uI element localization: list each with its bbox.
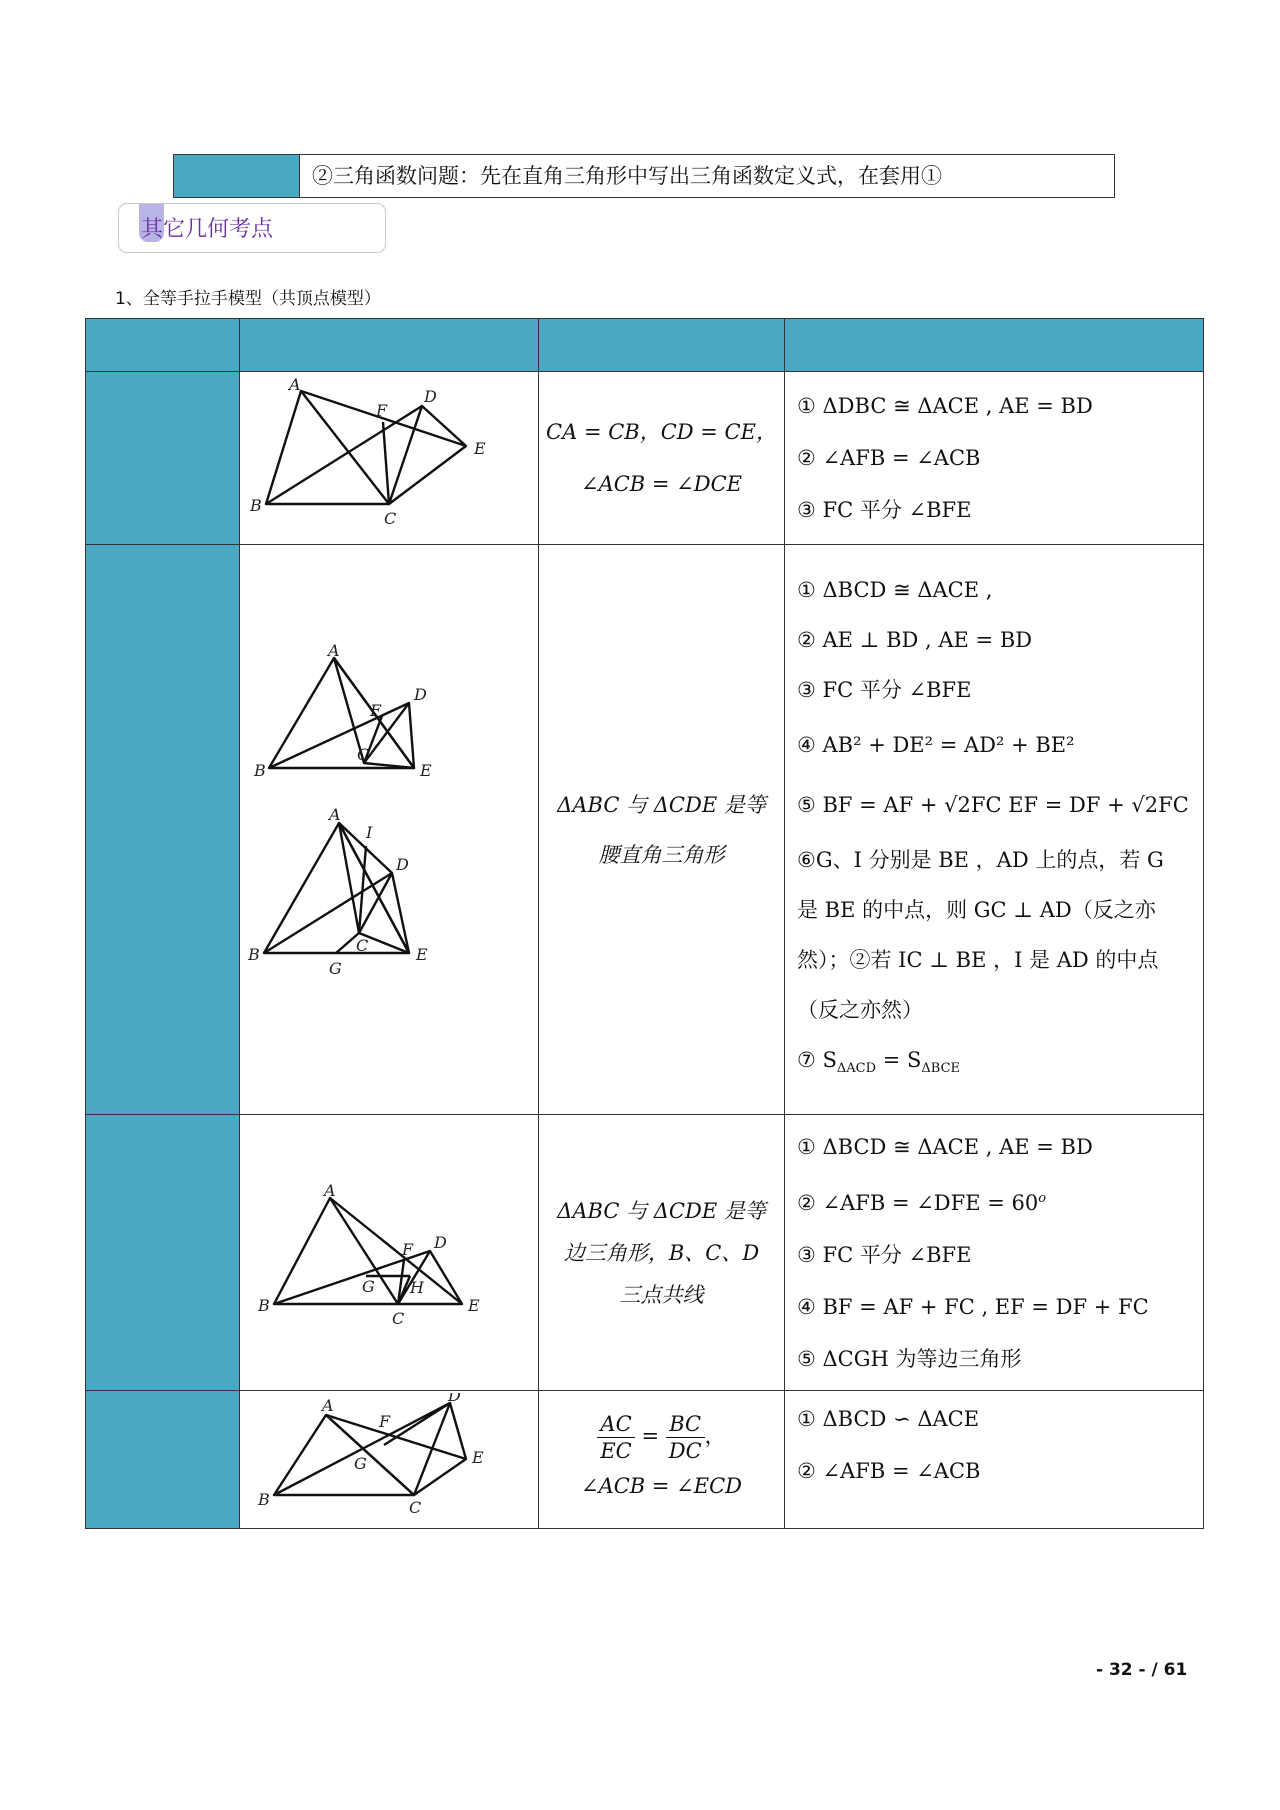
condition-fraction-line (539, 1411, 784, 1464)
label-c: C (392, 1308, 405, 1328)
label-f: F (379, 1411, 391, 1431)
label-f: F (370, 700, 382, 720)
condition-line: 三点共线 (619, 1282, 704, 1307)
conclusion-line: ⑤ BF = AF + √2FC EF = DF + √2FC (797, 792, 1189, 817)
label-c: C (384, 509, 397, 528)
side-cell (86, 1115, 240, 1391)
condition-line: ∠ACB = ∠DCE (580, 472, 743, 496)
comma: ， (704, 1424, 726, 1448)
figure-3 (244, 1166, 534, 1336)
conclusion-cell (785, 1391, 1204, 1529)
conclusion-cell (785, 372, 1204, 545)
triangle-abc (266, 391, 389, 504)
figure-cell (240, 372, 539, 545)
conclusion-line: ⑤ ΔCGH 为等边三角形 (797, 1346, 1022, 1371)
section-tab (118, 203, 386, 253)
label-d: D (424, 387, 437, 406)
area-formula-s2: = S (876, 1047, 922, 1072)
label-d: D (434, 1232, 447, 1252)
side-cell (86, 372, 240, 545)
conclusion-line: ③ FC 平分 ∠BFE (797, 677, 972, 702)
table-row (86, 545, 1204, 1115)
label-a: A (289, 376, 301, 394)
label-b: B (248, 944, 260, 964)
segment-ac (326, 1415, 414, 1495)
area-formula-s1: ⑦ S (797, 1047, 837, 1072)
label-d: D (396, 854, 409, 874)
label-b: B (250, 496, 262, 515)
label-a: A (324, 1180, 336, 1200)
table-row (86, 1391, 1204, 1529)
numerator: AC (597, 1411, 634, 1438)
conclusion-line: 是 BE 的中点，则 GC ⊥ AD（反之亦 (797, 897, 1156, 922)
conclusion-line (797, 1173, 1191, 1229)
header-cell (240, 319, 539, 372)
condition-cell (539, 372, 785, 545)
condition-line: ΔABC 与 ΔCDE 是等 (557, 792, 766, 817)
conclusion-line: ① ΔBCD ≅ ΔACE , (797, 577, 993, 602)
label-e: E (468, 1295, 480, 1315)
label-g: G (329, 958, 342, 978)
segment-bd (269, 700, 409, 768)
figure-4 (244, 1393, 534, 1523)
header-cell (785, 319, 1204, 372)
model-table (85, 318, 1204, 1529)
condition-line: ΔABC 与 ΔCDE 是等 (557, 1198, 766, 1223)
label-i: I (366, 822, 373, 842)
label-f: F (376, 401, 388, 420)
conclusion-line: ① ΔBCD ∽ ΔACE (797, 1407, 980, 1431)
label-d: D (414, 684, 427, 704)
fraction-bc-dc (666, 1411, 705, 1464)
label-c: C (357, 744, 370, 764)
conclusion-line: （反之亦然） (797, 997, 923, 1022)
conclusion-line (797, 1035, 1191, 1094)
segment-dg (384, 1403, 450, 1445)
degree-mark: o (1038, 1190, 1047, 1206)
label-e: E (420, 760, 432, 780)
condition-cell (539, 545, 785, 1115)
conclusion-line: ② ∠AFB = ∠ACB (797, 1459, 981, 1483)
figure-2a (253, 641, 432, 780)
label-e: E (472, 1447, 484, 1467)
label-e: E (416, 944, 428, 964)
header-cell (86, 319, 240, 372)
conclusion-line: ① ΔDBC ≅ ΔACE , AE = BD (797, 394, 1093, 418)
condition-line: CA = CB，CD = CE， (546, 420, 777, 444)
fraction-ac-ec (597, 1411, 634, 1464)
angle-equation: ② ∠AFB = ∠DFE = 60 (797, 1190, 1039, 1215)
label-e: E (474, 439, 486, 458)
label-a: A (328, 640, 340, 660)
figure-1 (244, 376, 534, 536)
numerator: BC (666, 1411, 705, 1438)
conclusion-line: 然）；②若 IC ⊥ BE ，I 是 AD 的中点 (797, 947, 1159, 972)
condition-cell (539, 1391, 785, 1529)
condition-line: ∠ACB = ∠ECD (580, 1474, 743, 1498)
label-a: A (329, 804, 341, 824)
subheading: 1、全等手拉手模型（共顶点模型） (115, 289, 381, 309)
top-note-box (173, 154, 1115, 198)
conclusion-line: ③ FC 平分 ∠BFE (797, 1242, 972, 1267)
label-f: F (402, 1239, 414, 1259)
top-note-text: ②三角函数问题：先在直角三角形中写出三角函数定义式，在套用① (312, 164, 942, 188)
top-note-color-cell (174, 155, 300, 197)
conclusion-line: ② AE ⊥ BD , AE = BD (797, 627, 1033, 652)
conclusion-line: ④ AB² + DE² = AD² + BE² (797, 732, 1075, 757)
label-g: G (354, 1453, 367, 1473)
equals-sign: = (641, 1424, 660, 1448)
figure-cell (240, 1115, 539, 1391)
denominator: DC (668, 1439, 702, 1463)
page-number: - 32 - / 61 (1096, 1660, 1188, 1680)
table-header-row (86, 319, 1204, 372)
segment-fc (383, 422, 389, 504)
condition-line: 腰直角三角形 (598, 842, 725, 867)
figure-2 (244, 638, 534, 1018)
area-formula-sub2: ΔBCE (921, 1061, 961, 1077)
label-b: B (258, 1489, 270, 1509)
figure-cell (240, 1391, 539, 1529)
label-h: H (410, 1277, 424, 1297)
segment-ae (339, 823, 409, 953)
label-b: B (254, 760, 266, 780)
triangle-abc (269, 658, 414, 768)
denominator: EC (600, 1439, 632, 1463)
figure-2b (247, 805, 428, 978)
condition-cell (539, 1115, 785, 1391)
side-cell (86, 1391, 240, 1529)
conclusion-cell (785, 545, 1204, 1115)
label-c: C (356, 935, 369, 955)
label-d: D (448, 1392, 461, 1405)
label-b: B (258, 1295, 270, 1315)
conclusion-line: ① ΔBCD ≅ ΔACE , AE = BD (797, 1134, 1093, 1159)
section-title: 其它几何考点 (141, 217, 274, 242)
table-row (86, 372, 1204, 545)
label-c: C (409, 1497, 422, 1517)
conclusion-line: ② ∠AFB = ∠ACB (797, 446, 981, 470)
segment-bd (266, 406, 422, 504)
conclusion-line: ③ FC 平分 ∠BFE (797, 498, 972, 522)
conclusion-line: ④ BF = AF + FC , EF = DF + FC (797, 1294, 1149, 1319)
condition-line: 边三角形，B、C、D (563, 1240, 760, 1265)
triangle-abc (274, 1198, 398, 1304)
label-a: A (322, 1395, 334, 1415)
side-cell (86, 545, 240, 1115)
table-row (86, 1115, 1204, 1391)
conclusion-cell (785, 1115, 1204, 1391)
conclusion-line: ⑥G、I 分别是 BE ，AD 上的点，若 G (797, 847, 1164, 872)
figure-cell (240, 545, 539, 1115)
area-formula-sub1: ΔACD (836, 1061, 877, 1077)
triangle-abc (264, 823, 409, 953)
header-cell (539, 319, 785, 372)
label-g: G (362, 1276, 375, 1296)
